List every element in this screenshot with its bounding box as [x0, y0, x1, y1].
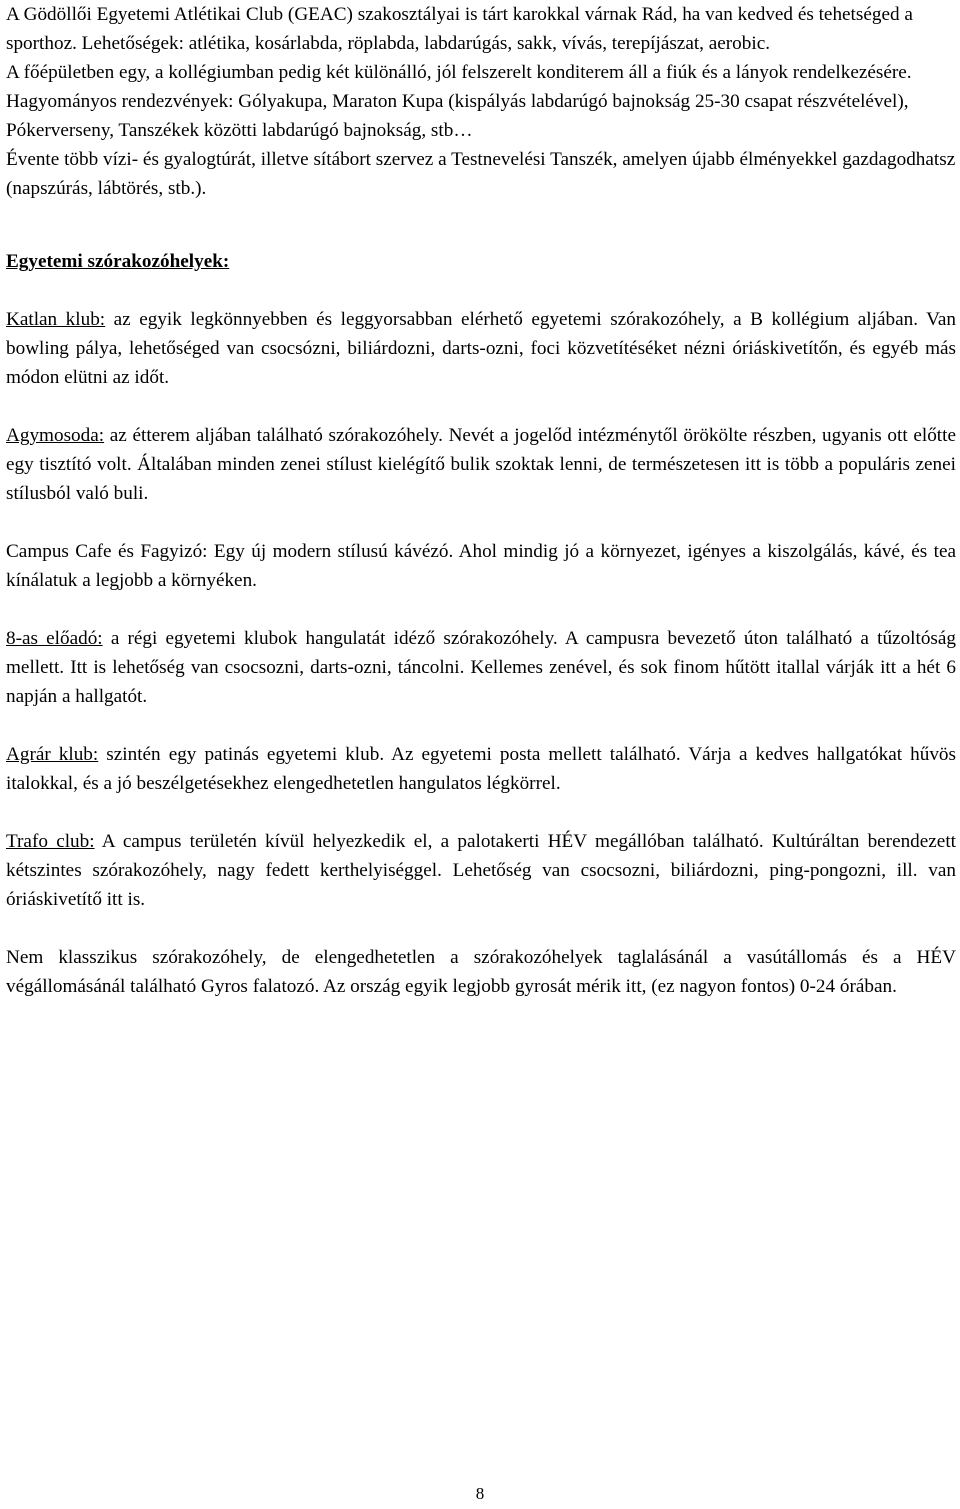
intro-sports-clubs: A Gödöllői Egyetemi Atlétikai Club (GEAC) szakosztályai is tárt karokkal várnak Rád, ha van kedved és tehetséged a sporthoz. Lehetőségek: atlétika, kosárlabda, röplabda, labdarúgás, sakk, vívás, terepíjászat, aerobic.: [6, 4, 913, 54]
venue-name: Trafo club:: [6, 831, 95, 852]
paragraph-spacer: [6, 508, 956, 537]
venue-description: az egyik legkönnyebben és leggyorsabban elérhető egyetemi szórakozóhely, a B kollégium aljában. Van bowling pálya, lehetőséged van csocsózni, biliárdozni, darts-ozni, foci közvetítéséket nézni óriáskivetítőn, és egyéb más módon elütni az időt.: [6, 309, 957, 388]
venue-katlan-klub: [6, 305, 956, 392]
page-number: 8: [475, 1484, 485, 1503]
venue-trafo-club: [6, 827, 956, 914]
venue-agrar-klub: [6, 740, 956, 798]
venue-description: a régi egyetemi klubok hangulatát idéző szórakozóhely. A campusra bevezető úton található a tűzoltóság mellett. Itt is lehetőség van csocsozni, darts-ozni, táncolni. Kellemes zenével, és sok finom hűtött itallal várják itt a hét 6 napján a hallgatót.: [6, 628, 956, 707]
venue-description: Campus Cafe és Fagyizó: Egy új modern stílusú kávézó. Ahol mindig jó a környezet, igényes a kiszolgálás, kávé, és tea kínálatuk a legjobb a környéken.: [6, 541, 956, 591]
venue-description: A campus területén kívül helyezkedik el, a palotakerti HÉV megállóban található. Kultúráltan berendezett kétszintes szórakozóhely, nagy fedett kerthelyiséggel. Lehetőség van csocsozni, biliárdozni, ping-pongozni, ill. van óriáskivetítő itt is.: [6, 831, 956, 910]
venue-gyros-falatozo: [6, 943, 956, 1001]
intro-events: Hagyományos rendezvények: Gólyakupa, Maraton Kupa (kispályás labdarúgó bajnokság 25-30 csapat részvételével), Pókerverseny, Tanszékek közötti labdarúgó bajnokság, stb…: [6, 91, 909, 141]
venue-name: 8-as előadó:: [6, 628, 103, 649]
entertainment-heading: Egyetemi szórakozóhelyek:: [6, 251, 230, 272]
venue-name: Agrár klub:: [6, 744, 99, 765]
venue-description: az étterem aljában található szórakozóhely. Nevét a jogelőd intézménytől örökölte részben, ugyanis ott előtte egy tisztító volt. Általában minden zenei stílust kielégítő bulik szoktak lenni, de természetesen itt is több a populáris zenei stílusból való buli.: [6, 425, 956, 504]
paragraph-spacer: [6, 798, 956, 827]
venue-8-as-eloado: [6, 624, 956, 711]
intro-section: [6, 0, 956, 203]
venue-description: Nem klasszikus szórakozóhely, de elengedhetetlen a szórakozóhelyek taglalásánál a vasútállomás és a HÉV végállomásánál található Gyros falatozó. Az ország egyik legjobb gyrosát mérik itt, (ez nagyon fontos) 0-24 órában.: [6, 947, 956, 997]
venue-agymosoda: [6, 421, 956, 508]
venue-campus-cafe: [6, 537, 956, 595]
venue-name: Agymosoda:: [6, 425, 105, 446]
venue-description: szintén egy patinás egyetemi klub. Az egyetemi posta mellett található. Várja a kedves hallgatókat hűvös italokkal, és a jó beszélgetésekhez elengedhetetlen hangulatos légkörrel.: [6, 744, 956, 794]
document-page: [6, 0, 956, 1001]
heading-spacer: [6, 276, 956, 305]
section-spacer: [6, 203, 956, 247]
paragraph-spacer: [6, 392, 956, 421]
intro-gyms: A főépületben egy, a kollégiumban pedig két különálló, jól felszerelt konditerem áll a fiúk és a lányok rendelkezésére.: [6, 62, 912, 83]
paragraph-spacer: [6, 914, 956, 943]
paragraph-spacer: [6, 711, 956, 740]
intro-tours: Évente több vízi- és gyalogtúrát, illetve sítábort szervez a Testnevelési Tanszék, amelyen újabb élményekkel gazdagodhatsz (napszúrás, lábtörés, stb.).: [6, 149, 956, 199]
venue-name: Katlan klub:: [6, 309, 106, 330]
paragraph-spacer: [6, 595, 956, 624]
